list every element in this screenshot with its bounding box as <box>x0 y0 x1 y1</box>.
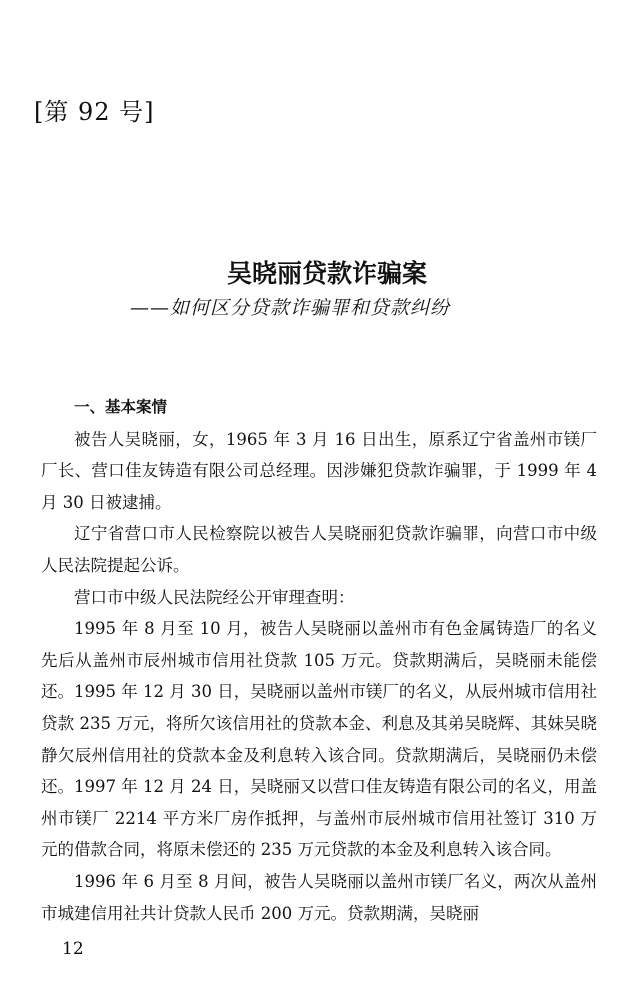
paragraph: 1995 年 8 月至 10 月，被告人吴晓丽以盖州市有色金属铸造厂的名义先后从盖州市辰州城市信用社贷款 105 万元。贷款期满后，吴晓丽未能偿还。1995 年 12 月 30 日，吴晓丽以盖州市镁厂的名义，从辰州城市信用社贷款 235 万元，将所欠该信用社的贷款本金、利息及其弟吴晓辉、其妹吴晓静欠辰州信用社的贷款本金及利息转入该合同。贷款期满后，吴晓丽仍未偿还。1997 年 12 月 24 日，吴晓丽又以营口佳友铸造有限公司的名义，用盖州市镁厂 2214 平方米厂房作抵押，与盖州市辰州城市信用社签订 310 万元的借款合同，将原未偿还的 235 万元贷款的本金及利息转入该合同。 <box>41 619 597 860</box>
paragraph: 营口市中级人民法院经公开审理查明： <box>74 587 355 607</box>
case-title: 吴晓丽贷款诈骗案 <box>226 259 427 288</box>
case-number: [第 92 号] <box>34 98 155 126</box>
paragraph: 被告人吴晓丽，女，1965 年 3 月 16 日出生，原系辽宁省盖州市镁厂厂长、营口佳友铸造有限公司总经理。因涉嫌犯贷款诈骗罪，于 1999 年 4 月 30 日被逮捕。 <box>41 429 597 512</box>
paragraph: 辽宁省营口市人民检察院以被告人吴晓丽犯贷款诈骗罪，向营口市中级人民法院提起公诉。 <box>41 524 597 575</box>
body-text <box>41 392 597 929</box>
paragraph: 1996 年 6 月至 8 月间，被告人吴晓丽以盖州市镁厂名义，两次从盖州市城建信用社共计贷款人民币 200 万元。贷款期满，吴晓丽 <box>41 871 597 923</box>
page-number: 12 <box>62 939 84 959</box>
case-subtitle: ——如何区分贷款诈骗罪和贷款纠纷 <box>130 297 451 319</box>
section-heading: 一、基本案情 <box>74 398 168 416</box>
